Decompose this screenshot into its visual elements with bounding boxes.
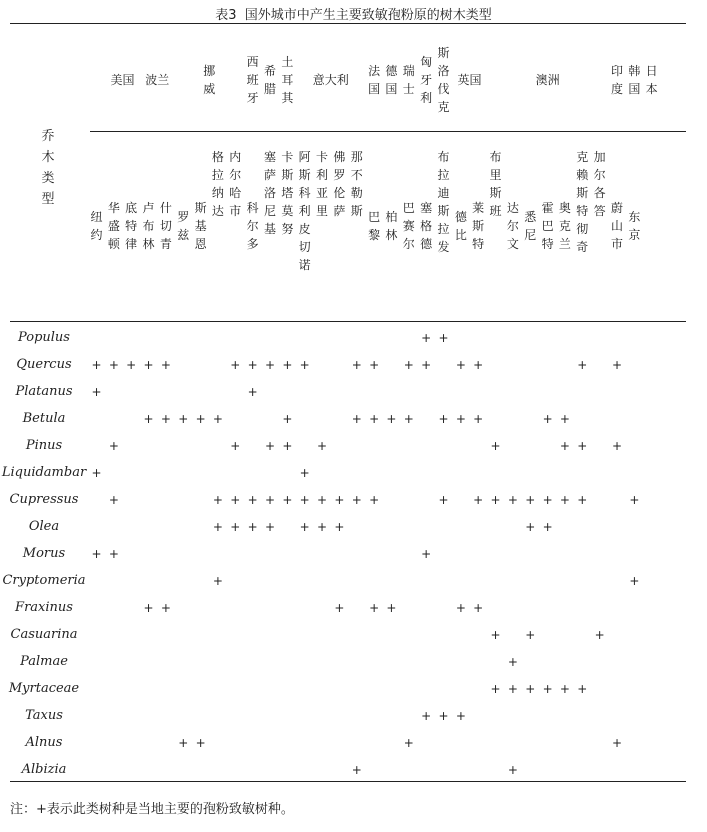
presence-mark: + [299,466,310,480]
presence-mark: + [611,439,623,453]
presence-mark: + [247,385,258,399]
presence-mark: + [334,493,345,507]
city-label: 卢 布 林 [142,201,155,251]
country-label: 斯 洛 伐 克 [437,46,450,114]
presence-mark: + [507,682,518,696]
presence-mark: + [403,736,414,750]
presence-mark: + [455,412,466,426]
species-name: Myrtaceae [8,681,80,696]
species-name: Populus [18,330,70,345]
presence-mark: + [369,601,380,615]
country-label: 日 本 [645,64,658,96]
city-label: 塞 萨 洛 尼 基 [263,150,276,236]
presence-mark: + [473,412,484,426]
species-name: Olea [28,519,60,534]
city-label: 霍 巴 特 [541,201,554,251]
presence-mark: + [525,493,536,507]
presence-mark: + [507,763,518,777]
presence-mark: + [195,412,206,426]
presence-mark: + [264,439,276,453]
presence-mark: + [490,682,501,696]
species-name: Cryptomeria [2,573,86,588]
presence-mark: + [525,628,536,642]
presence-mark: + [143,412,154,426]
presence-mark: + [108,547,119,561]
presence-mark: + [438,412,449,426]
city-label: 什 切 青 [159,201,172,251]
country-label: 匈 牙 利 [420,55,433,105]
city-label: 悉 尼 [524,210,537,242]
presence-mark: + [212,412,223,426]
species-name: Platanus [15,384,73,399]
presence-mark: + [559,439,570,453]
country-label: 西 班 牙 [246,55,259,105]
presence-mark: + [577,682,588,696]
presence-mark: + [160,601,171,615]
presence-mark: + [247,520,258,534]
city-label: 德 比 [454,210,467,242]
species-name: Albizia [21,762,67,777]
country-label: 美国 [110,73,135,87]
presence-mark: + [108,439,119,453]
presence-mark: + [455,358,466,372]
species-name: Quercus [16,357,72,372]
presence-mark: + [629,574,640,588]
bottom-rule [10,781,686,782]
country-label: 意大利 [312,73,349,87]
presence-mark: + [299,493,310,507]
species-name: Taxus [25,708,63,723]
presence-mark: + [108,493,119,507]
presence-mark: + [577,358,588,372]
header-rule [10,321,686,322]
presence-mark: + [212,493,223,507]
species-name: Liquidambar [1,465,87,480]
city-label: 莱 斯 特 [472,201,485,251]
city-label: 巴 赛 尔 [402,201,415,251]
presence-mark: + [455,601,466,615]
presence-mark: + [282,493,293,507]
country-label: 韩 国 [628,64,641,96]
country-label: 英国 [457,73,482,87]
presence-mark: + [421,331,432,345]
presence-mark: + [160,412,171,426]
city-label: 布 里 斯 班 [489,150,502,218]
presence-mark: + [369,358,380,372]
presence-mark: + [282,412,293,426]
presence-mark: + [264,520,276,534]
top-rule [10,23,686,24]
presence-mark: + [317,493,328,507]
presence-mark: + [126,358,137,372]
presence-mark: + [178,736,189,750]
presence-mark: + [490,628,501,642]
city-label: 巴 黎 [368,210,381,242]
species-name: Cupressus [9,492,79,507]
presence-mark: + [334,520,345,534]
table-footnote: 注：+表示此类树种是当地主要的孢粉致敏树种。 [10,802,294,817]
presence-mark: + [455,709,466,723]
city-label: 塞 格 德 [420,201,433,251]
presence-mark: + [160,358,171,372]
presence-mark: + [212,574,223,588]
country-label: 瑞 士 [402,64,415,96]
presence-mark: + [91,358,102,372]
species-name: Morus [22,546,66,561]
presence-mark: + [230,493,241,507]
presence-mark: + [264,493,276,507]
city-label: 达 尔 文 [506,201,519,251]
species-name: Casuarina [10,627,78,642]
presence-mark: + [351,493,362,507]
presence-mark: + [247,358,258,372]
city-label: 格 拉 纳 达 [211,150,224,218]
presence-mark: + [143,358,154,372]
city-label: 斯 基 恩 [194,201,207,251]
presence-mark: + [247,493,258,507]
city-label: 加 尔 各 答 [593,150,606,218]
presence-mark: + [317,439,328,453]
presence-mark: + [542,520,553,534]
species-name: Fraxinus [15,600,73,615]
presence-mark: + [611,358,623,372]
city-label: 布 拉 迪 斯 拉 发 [437,150,450,254]
presence-mark: + [611,736,623,750]
city-label: 东 京 [628,210,641,242]
country-label: 挪 威 [203,64,216,96]
presence-mark: + [559,682,570,696]
presence-mark: + [386,601,397,615]
presence-mark: + [542,493,553,507]
presence-mark: + [559,493,570,507]
presence-mark: + [91,466,102,480]
species-name: Betula [22,411,66,426]
city-label: 内 尔 哈 市 [229,150,242,218]
presence-mark: + [282,358,293,372]
presence-mark: + [525,520,536,534]
presence-mark: + [386,412,397,426]
presence-mark: + [108,358,119,372]
city-label: 那 不 勒 斯 [350,150,363,218]
presence-mark: + [230,439,241,453]
presence-mark: + [403,358,414,372]
city-label: 阿 斯 科 利 皮 切 诺 [298,150,311,272]
presence-mark: + [629,493,640,507]
presence-mark: + [490,439,501,453]
city-label: 佛 罗 伦 萨 [333,150,346,218]
presence-mark: + [91,547,102,561]
presence-mark: + [369,412,380,426]
city-label: 罗 兹 [177,210,190,242]
presence-mark: + [230,520,241,534]
presence-mark: + [299,358,310,372]
presence-mark: + [317,520,328,534]
presence-mark: + [369,493,380,507]
presence-mark: + [594,628,605,642]
city-label: 科 尔 多 [246,201,259,251]
presence-mark: + [264,358,276,372]
presence-mark: + [282,439,293,453]
presence-mark: + [178,412,189,426]
presence-mark: + [334,601,345,615]
city-label: 奥 克 兰 [558,201,571,251]
presence-mark: + [403,412,414,426]
presence-mark: + [421,547,432,561]
presence-mark: + [473,493,484,507]
country-label: 法 国 [368,64,381,96]
city-label: 底 特 律 [125,201,138,251]
presence-mark: + [473,601,484,615]
country-label: 希 腊 [263,64,276,96]
city-label: 华 盛 顿 [107,201,120,251]
presence-mark: + [299,520,310,534]
presence-mark: + [507,493,518,507]
city-label: 卡 利 亚 里 [316,150,329,218]
presence-mark: + [351,358,362,372]
presence-mark: + [212,520,223,534]
country-label: 德 国 [385,64,398,96]
presence-mark: + [351,763,362,777]
presence-mark: + [438,709,449,723]
presence-mark: + [542,412,553,426]
presence-mark: + [421,358,432,372]
species-name: Palmae [20,654,68,669]
country-label: 波兰 [145,73,170,87]
city-label: 纽 约 [90,210,103,242]
table-caption: 表3 国外城市中产生主要致敏孢粉原的树木类型 [215,8,492,23]
presence-mark: + [230,358,241,372]
presence-mark: + [143,601,154,615]
presence-mark: + [91,385,102,399]
city-label: 柏 林 [385,210,398,242]
row-header-tree-type: 乔 木 类 型 [41,129,55,207]
city-label: 卡 斯 塔 莫 努 [281,150,294,236]
presence-mark: + [542,682,553,696]
country-label: 印 度 [610,64,623,96]
species-name: Pinus [25,438,63,453]
presence-mark: + [577,439,588,453]
country-label: 土 耳 其 [281,55,294,105]
presence-mark: + [421,709,432,723]
presence-mark: + [438,493,449,507]
presence-mark: + [577,493,588,507]
presence-mark: + [473,358,484,372]
presence-mark: + [559,412,570,426]
presence-mark: + [351,412,362,426]
presence-mark: + [490,493,501,507]
country-label: 澳洲 [535,73,560,87]
species-name: Alnus [25,735,63,750]
country-city-divider [90,131,686,132]
presence-mark: + [438,331,449,345]
city-label: 克 赖 斯 特 彻 奇 [576,150,589,254]
presence-mark: + [195,736,206,750]
city-label: 蔚 山 市 [610,201,623,251]
presence-mark: + [507,655,518,669]
presence-mark: + [525,682,536,696]
